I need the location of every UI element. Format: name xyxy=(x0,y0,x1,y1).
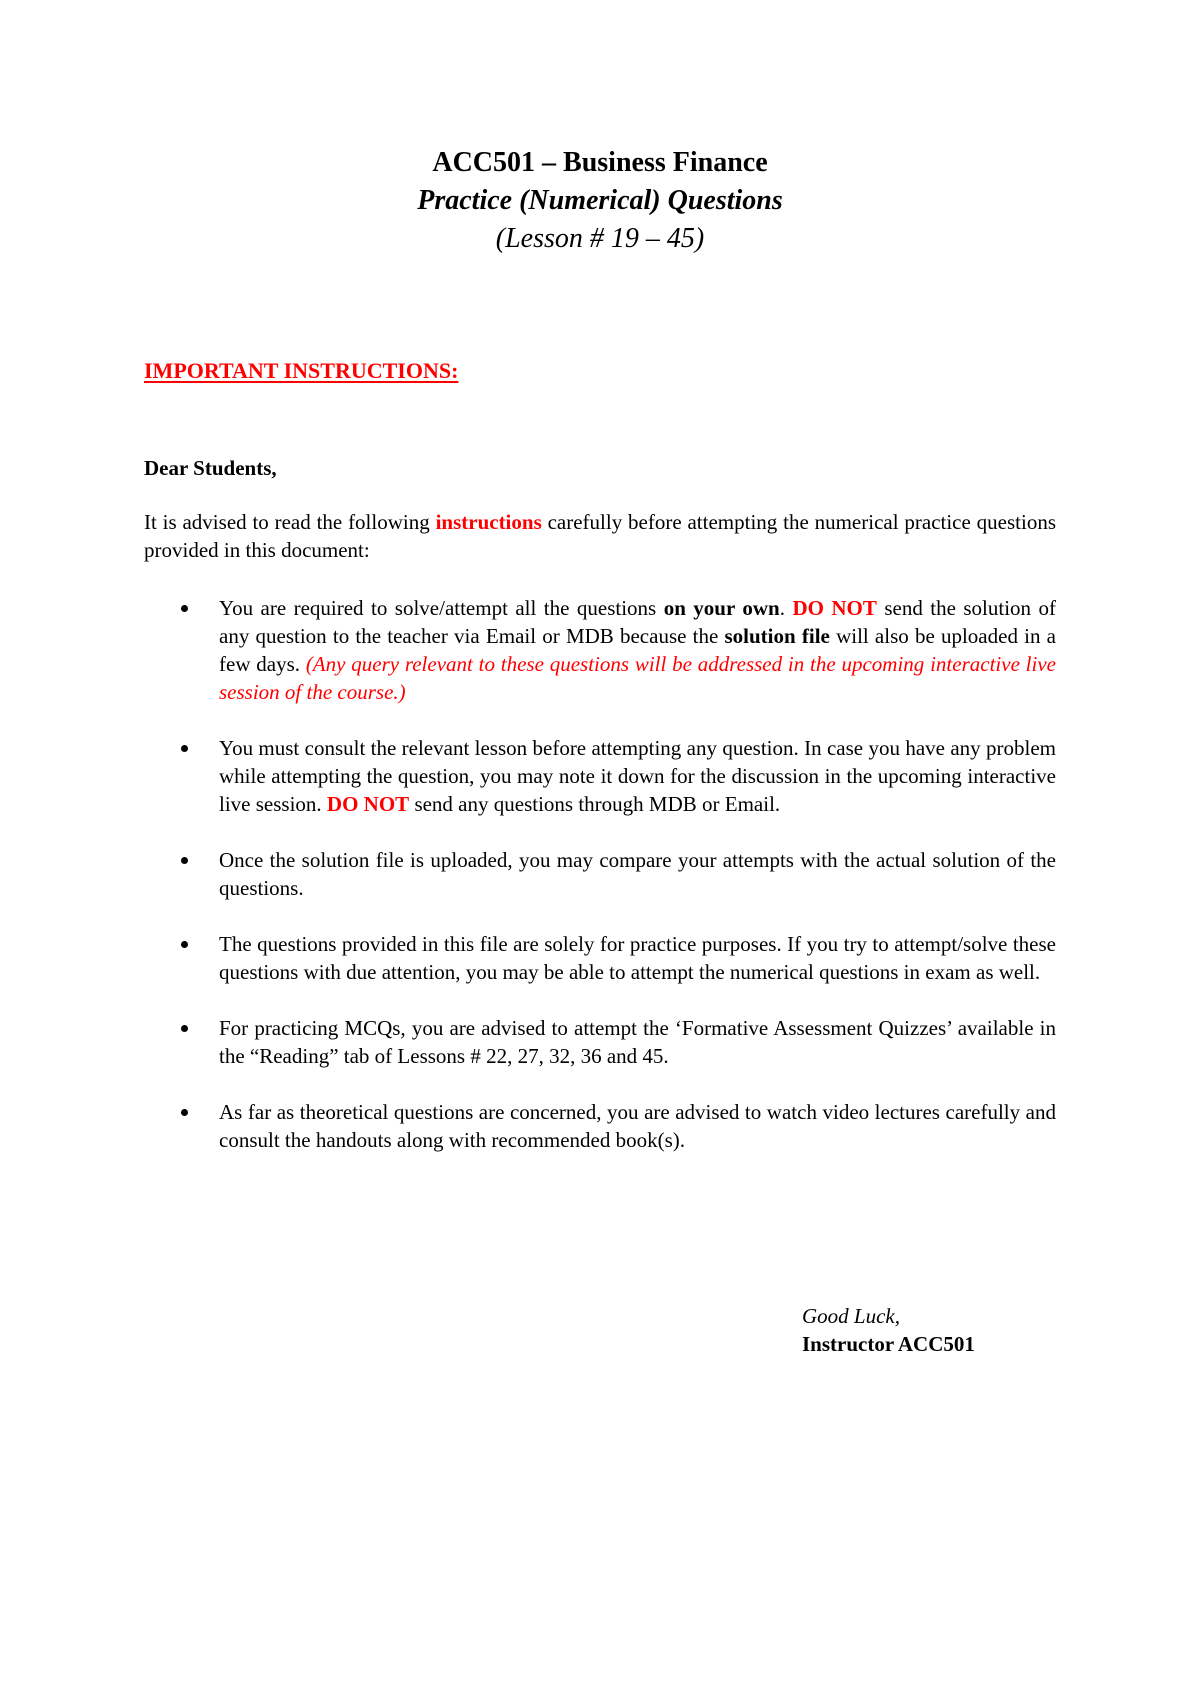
bullet-2-text-2: send any questions through MDB or Email. xyxy=(409,792,781,816)
salutation: Dear Students, xyxy=(144,456,277,480)
list-item xyxy=(144,846,1056,902)
bullet-1-text-1: You are required to solve/attempt all the questions xyxy=(219,596,664,620)
bullet-dot xyxy=(181,745,188,752)
intro-text-after: carefully before attempting the numerical practice questions provided in this document: xyxy=(144,510,1056,562)
intro-text-before: It is advised to read the following xyxy=(144,510,436,534)
bullet-3-text: Once the solution file is uploaded, you may compare your attempts with the actual solution of the questions. xyxy=(219,848,1056,900)
bullet-5-text: For practicing MCQs, you are advised to attempt the ‘Formative Assessment Quizzes’ available in the “Reading” tab of Lessons # 22, 27, 32, 36 and 45. xyxy=(219,1016,1056,1068)
document-subtitle: Practice (Numerical) Questions xyxy=(417,185,783,216)
bullet-dot xyxy=(181,1025,188,1032)
bullet-2-warning: DO NOT xyxy=(326,792,410,816)
bullet-2-text-1: You must consult the relevant lesson before attempting any question. In case you have any problem while attempting the question, you may note it down for the discussion in the upcoming interactive live session. xyxy=(219,736,1056,816)
signoff xyxy=(802,1302,975,1358)
bullet-1-text-2: . xyxy=(779,596,793,620)
bullet-1-text-3: send the solution of any question to the teacher via Email or MDB because the xyxy=(219,596,1056,648)
signoff-signature: Instructor ACC501 xyxy=(802,1332,975,1356)
intro-highlight: instructions xyxy=(435,510,542,534)
bullet-4-text: The questions provided in this file are solely for practice purposes. If you try to attempt/solve these questions with due attention, you may be able to attempt the numerical questions in exam as well. xyxy=(219,932,1056,984)
signoff-greeting: Good Luck, xyxy=(802,1304,900,1328)
bullet-1-note: (Any query relevant to these questions will be addressed in the upcoming interactive live session of the course.) xyxy=(219,652,1056,704)
intro-paragraph xyxy=(144,508,1056,564)
title-block xyxy=(0,144,1200,258)
bullet-1-text-4: will also be uploaded in a few days. xyxy=(219,624,1056,676)
bullet-dot xyxy=(181,605,188,612)
bullet-1-bold-2: solution file xyxy=(724,624,830,648)
list-item xyxy=(144,1014,1056,1070)
list-item xyxy=(144,734,1056,818)
bullet-1-bold-1: on your own xyxy=(663,596,780,620)
instructions-heading: IMPORTANT INSTRUCTIONS: xyxy=(144,358,459,383)
list-item xyxy=(144,930,1056,986)
bullet-dot xyxy=(181,1109,188,1116)
bullet-1-warning: DO NOT xyxy=(792,596,877,620)
bullet-dot xyxy=(181,941,188,948)
instruction-list xyxy=(144,594,1056,1182)
document-title: ACC501 – Business Finance xyxy=(432,147,768,178)
list-item xyxy=(144,1098,1056,1154)
bullet-dot xyxy=(181,857,188,864)
bullet-6-text: As far as theoretical questions are concerned, you are advised to watch video lectures carefully and consult the handouts along with recommended book(s). xyxy=(219,1100,1056,1152)
lesson-range: (Lesson # 19 – 45) xyxy=(495,223,705,254)
list-item xyxy=(144,594,1056,706)
